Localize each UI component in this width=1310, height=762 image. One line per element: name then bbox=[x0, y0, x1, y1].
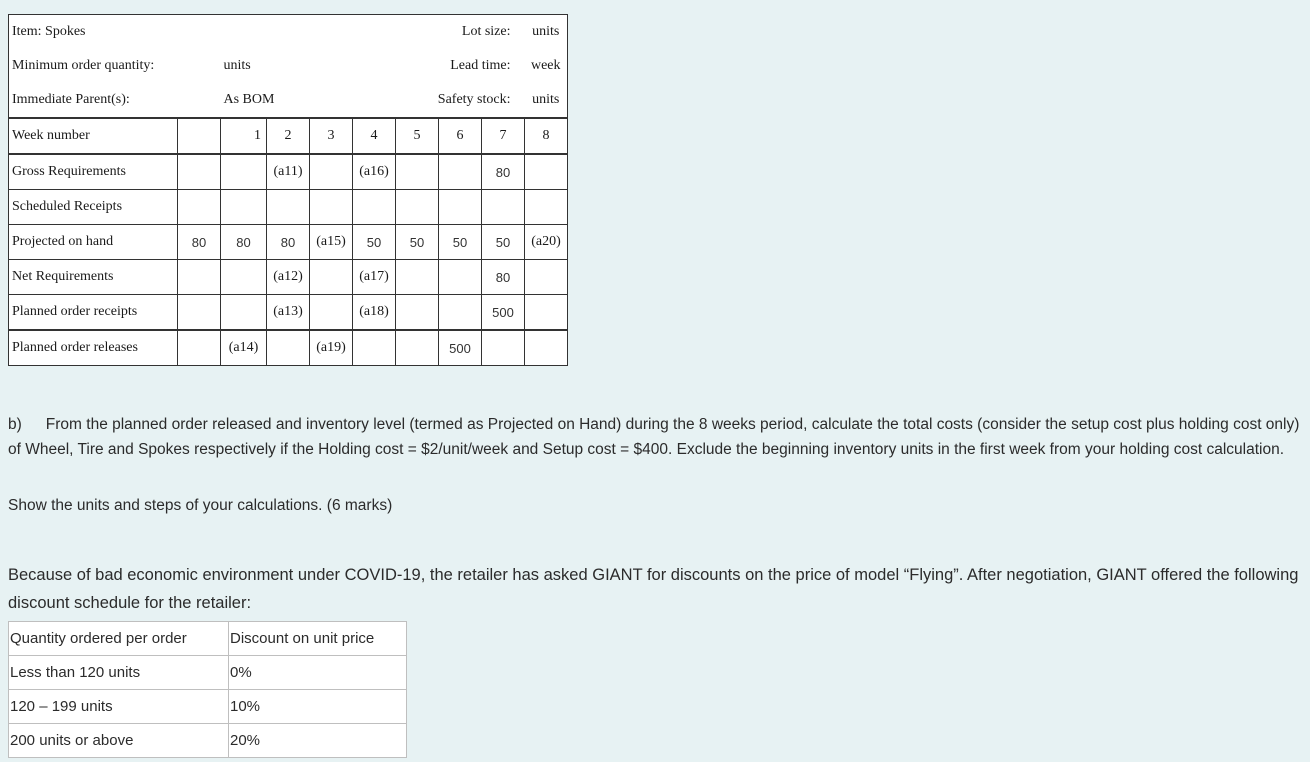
cell bbox=[439, 190, 482, 225]
cell bbox=[396, 295, 439, 331]
lot-size-label: Lot size: bbox=[461, 24, 511, 39]
week-number-row bbox=[9, 118, 568, 154]
discount-quantity-cell: 120 – 199 units bbox=[9, 690, 229, 724]
week-cell: 6 bbox=[439, 118, 482, 154]
mrp-row-net bbox=[9, 260, 568, 295]
cell bbox=[353, 330, 396, 366]
cell: (a20) bbox=[525, 225, 568, 260]
cell bbox=[525, 295, 568, 331]
cell bbox=[310, 295, 353, 331]
cell bbox=[221, 260, 267, 295]
item-label: Item: Spokes bbox=[12, 24, 86, 39]
question-b-prefix: b) bbox=[8, 416, 22, 433]
discount-quantity-cell: Less than 120 units bbox=[9, 656, 229, 690]
discount-value-cell: 20% bbox=[229, 724, 407, 758]
table-row bbox=[9, 656, 407, 690]
discount-header-row bbox=[9, 622, 407, 656]
discount-quantity-cell: 200 units or above bbox=[9, 724, 229, 758]
week-number-label: Week number bbox=[9, 118, 178, 154]
discount-value-cell: 0% bbox=[229, 656, 407, 690]
cell bbox=[525, 190, 568, 225]
row-label: Projected on hand bbox=[9, 225, 178, 260]
parent-label: Immediate Parent(s): bbox=[12, 92, 130, 107]
cell bbox=[310, 154, 353, 190]
mrp-table bbox=[8, 14, 568, 366]
discount-header-quantity: Quantity ordered per order bbox=[9, 622, 229, 656]
cell bbox=[525, 330, 568, 366]
cell bbox=[439, 295, 482, 331]
discount-header-discount: Discount on unit price bbox=[229, 622, 407, 656]
cell bbox=[439, 154, 482, 190]
cell bbox=[353, 190, 396, 225]
cell bbox=[396, 260, 439, 295]
table-row bbox=[9, 690, 407, 724]
mrp-row-gross bbox=[9, 154, 568, 190]
parent-value: As BOM bbox=[223, 92, 275, 107]
cell: (a12) bbox=[267, 260, 310, 295]
cell bbox=[525, 154, 568, 190]
cell bbox=[267, 330, 310, 366]
cell bbox=[396, 190, 439, 225]
moq-unit: units bbox=[223, 58, 251, 73]
cell: 50 bbox=[439, 225, 482, 260]
week-cell: 1 bbox=[221, 118, 267, 154]
lead-time-label: Lead time: bbox=[450, 58, 511, 73]
cell bbox=[396, 154, 439, 190]
cell bbox=[310, 190, 353, 225]
mrp-row-projected bbox=[9, 225, 568, 260]
question-b bbox=[8, 413, 1304, 462]
row-label: Scheduled Receipts bbox=[9, 190, 178, 225]
mrp-header-row-moq bbox=[9, 49, 568, 83]
discount-table bbox=[8, 621, 407, 758]
week-cell: 3 bbox=[310, 118, 353, 154]
cell: 500 bbox=[439, 330, 482, 366]
row-label: Planned order releases bbox=[9, 330, 178, 366]
cell bbox=[221, 154, 267, 190]
mrp-row-receipts bbox=[9, 295, 568, 331]
cell: (a11) bbox=[267, 154, 310, 190]
initial-cell: 80 bbox=[178, 225, 221, 260]
cell: (a13) bbox=[267, 295, 310, 331]
week-cell: 5 bbox=[396, 118, 439, 154]
cell: 50 bbox=[482, 225, 525, 260]
row-label: Gross Requirements bbox=[9, 154, 178, 190]
discount-intro: Because of bad economic environment under COVID-19, the retailer has asked GIANT for discounts on the price of model “Flying”. After negotiation, GIANT offered the following discount schedule for the retailer: bbox=[8, 566, 1299, 612]
mrp-row-releases bbox=[9, 330, 568, 366]
cell: (a15) bbox=[310, 225, 353, 260]
cell: 80 bbox=[482, 260, 525, 295]
cell: 80 bbox=[221, 225, 267, 260]
mrp-header-row-parent bbox=[9, 83, 568, 118]
table-row bbox=[9, 724, 407, 758]
cell: 50 bbox=[396, 225, 439, 260]
lot-size-unit: units bbox=[532, 24, 560, 39]
cell bbox=[221, 295, 267, 331]
week-cell: 7 bbox=[482, 118, 525, 154]
cell bbox=[482, 190, 525, 225]
cell: (a17) bbox=[353, 260, 396, 295]
cell bbox=[482, 330, 525, 366]
cell bbox=[396, 330, 439, 366]
week-cell: 2 bbox=[267, 118, 310, 154]
cell: 80 bbox=[267, 225, 310, 260]
mrp-row-scheduled bbox=[9, 190, 568, 225]
cell: (a18) bbox=[353, 295, 396, 331]
lead-time-unit: week bbox=[530, 58, 561, 73]
row-label: Planned order receipts bbox=[9, 295, 178, 331]
cell: 80 bbox=[482, 154, 525, 190]
safety-stock-label: Safety stock: bbox=[437, 92, 511, 107]
cell: (a14) bbox=[221, 330, 267, 366]
question-b-text: From the planned order released and inventory level (termed as Projected on Hand) during the 8 weeks period, calculate the total costs (consider the setup cost plus holding cost only) of Wheel, Tire and Spokes respectively if the Holding cost = $2/unit/week and Setup cost = $400. Exclude the beginning inventory units in the first week from your holding cost calculation. bbox=[8, 416, 1300, 458]
cell bbox=[221, 190, 267, 225]
question-b-instruction: Show the units and steps of your calculations. (6 marks) bbox=[8, 497, 393, 514]
cell bbox=[439, 260, 482, 295]
week-cell: 8 bbox=[525, 118, 568, 154]
cell bbox=[525, 260, 568, 295]
cell: (a19) bbox=[310, 330, 353, 366]
moq-label: Minimum order quantity: bbox=[12, 58, 155, 73]
row-label: Net Requirements bbox=[9, 260, 178, 295]
cell: 500 bbox=[482, 295, 525, 331]
mrp-header-row-item bbox=[9, 15, 568, 50]
cell bbox=[267, 190, 310, 225]
cell bbox=[310, 260, 353, 295]
week-cell: 4 bbox=[353, 118, 396, 154]
discount-value-cell: 10% bbox=[229, 690, 407, 724]
safety-stock-unit: units bbox=[532, 92, 560, 107]
cell: 50 bbox=[353, 225, 396, 260]
cell: (a16) bbox=[353, 154, 396, 190]
